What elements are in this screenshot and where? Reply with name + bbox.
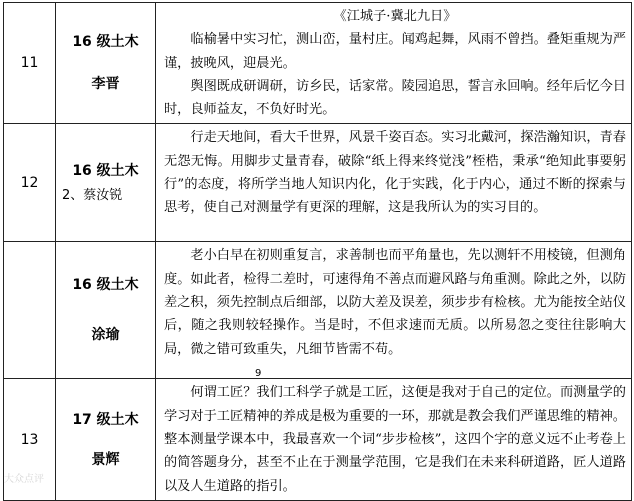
reflection-text [156, 379, 632, 500]
watermark: 大众点评 [4, 474, 44, 485]
paragraph: 何谓工匠？我们工科学子就是工匠，这便是我对于自己的定位。而测量学的学习对于工匠精神的养成是极为重要的一环，那就是教会我们严谨思维的精神。整本测量学课本中，我最喜欢一个词“步步检核”，这四个字的意义远不止考卷上的简答题身分，甚至不止在于测量学范围，它是我们在未来科研道路，匠人道路以及人生道路的指引。 [164, 385, 626, 494]
table-row [4, 3, 632, 124]
row-number: 13 [4, 379, 56, 500]
class-label: 16 级土木 [72, 34, 139, 51]
paragraph: 舆图既成研调研，访乡民，话家常。陵园追思，誓言永回响。经年后忆今日时，良师益友，不负好时光。 [164, 78, 626, 118]
student-cell [56, 3, 156, 124]
class-label: 17 级土木 [72, 411, 139, 428]
poem-title: 《江城子·冀北九日》 [333, 9, 457, 24]
class-label: 16 级土木 [72, 162, 139, 179]
paragraph: 临榆暑中实习忙，测山峦，量村庄。闻鸡起舞，风雨不曾挡。叠矩重规为严谨，披晚风，迎晨光。 [164, 32, 626, 71]
student-cell [56, 242, 156, 379]
student-cell [56, 379, 156, 500]
student-cell [56, 124, 156, 242]
student-name: 涂瑜 [91, 327, 120, 344]
reflection-text [156, 124, 632, 242]
reflection-text [156, 3, 632, 124]
reflection-text [156, 242, 632, 379]
table-row [4, 379, 632, 500]
paragraph: 老小白早在初则重复言，求善制也而平角量也，先以测轩不用棱镜，但测角度。如此者，检得二差时，可速得角不善点而避风路与角重测。除此之外，以防差之积，须先控制点后细部，以防大差及误差，须步步有检核。尤为能按全站仪后，随之我则较轻操作。当是时，不但求速而无质。以所易忽之变往往影响大局，微之错可致重失，凡细节皆需不苟。 [164, 248, 626, 357]
table-row [4, 124, 632, 242]
student-name: 景辉 [91, 451, 120, 468]
class-label: 16 级土木 [72, 277, 139, 294]
table-row [4, 242, 632, 379]
row-number: 11 [4, 3, 56, 124]
row-number: 12 [4, 124, 56, 242]
page-number: 9 [255, 368, 262, 379]
paragraph: 行走天地间，看大千世界，风景千姿百态。实习北戴河，探浩瀚知识，青春无怨无悔。用脚步丈量青春，破除“纸上得来终觉浅”桎梏，秉承“绝知此事要躬行”的态度，将所学当地人知识内化，化于实践，化于内心，通过不断的探索与思考，使自己对测量学有更深的理解，这是我所认为的实习目的。 [164, 130, 626, 216]
practice-reflection-table [3, 2, 632, 501]
student-name: 李晋 [91, 76, 120, 93]
row-number [4, 242, 56, 379]
student-name: 2、蔡汝锐 [62, 187, 123, 203]
